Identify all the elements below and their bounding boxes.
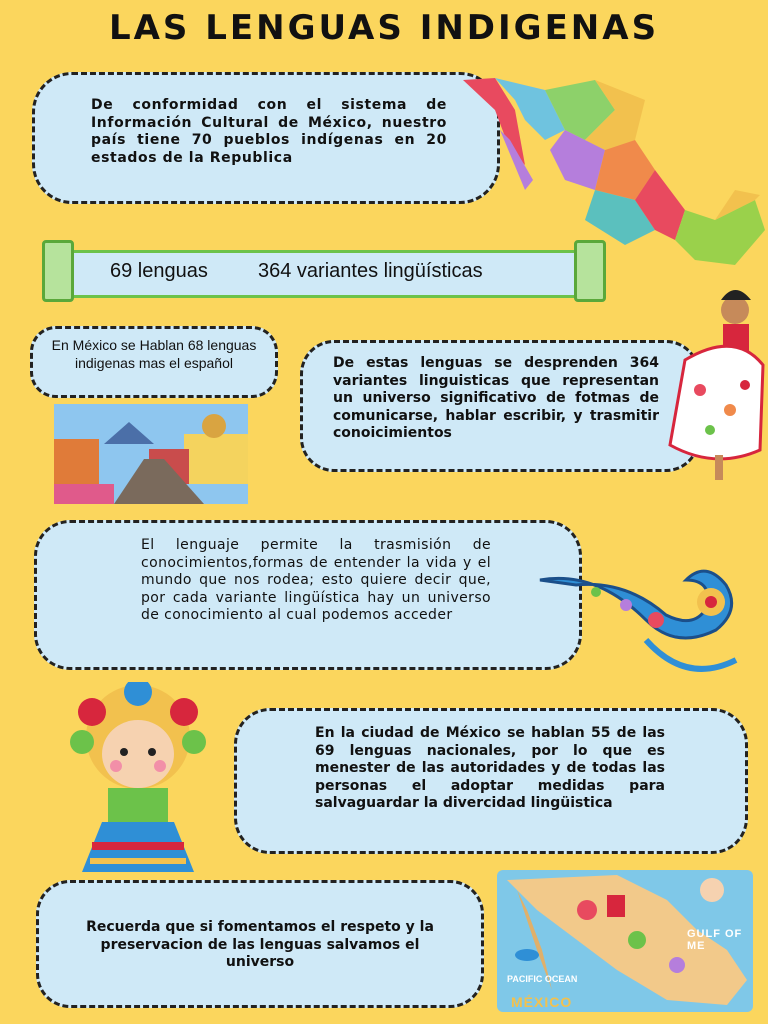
- recuerda-bubble: [36, 880, 484, 1008]
- lenguaje-text: El lenguaje permite la trasmisión de conocimientos,formas de entender la vida y el mundo que nos rodea; esto quiere decir que, por cada variante lingüística hay un universo de conocimiento al cual podemos acceder: [141, 537, 491, 623]
- paisley-ornament-image: [536, 560, 746, 686]
- recuerda-text: Recuerda que si fomentamos el respeto y la preservacion de las lenguas salvamos el universo: [86, 919, 434, 970]
- banner-left-roll: [42, 240, 74, 302]
- ciudad-text: En la ciudad de México se hablan 55 de las 69 lenguas nacionales, por lo que es menester de las autoridades y de todas las personas el adoptar medidas para salvaguardar la divercidad lingüistica: [315, 725, 665, 811]
- variantes-text: De estas lenguas se desprenden 364 variantes linguisticas que representan un universo significativo de fotmas de comunicarse, hablar escribir, y trasmitir conoicimientos: [333, 355, 659, 441]
- map-label-pacific: PACIFIC OCEAN: [507, 974, 578, 984]
- banner-lenguas: 69 lenguas: [110, 260, 208, 282]
- variantes-bubble: [300, 340, 700, 472]
- colonial-town-image: [54, 404, 248, 504]
- banner-variantes: 364 variantes lingüísticas: [258, 260, 483, 282]
- folk-dancer-image: [655, 270, 768, 490]
- lenguaje-bubble: [34, 520, 582, 670]
- banner-right-roll: [574, 240, 606, 302]
- page-title: LAS LENGUAS INDIGENAS: [108, 8, 660, 48]
- intro-bubble: [32, 72, 500, 204]
- illustrated-mexico-map: [497, 870, 753, 1012]
- hablan-bubble: [30, 326, 278, 398]
- maria-doll-image: [52, 682, 224, 882]
- intro-text: De conformidad con el sistema de Información Cultural de México, nuestro país tiene 70 pueblos indígenas en 20 estados de la Republica: [91, 97, 447, 166]
- map-label-gulf: GULF OF ME: [687, 928, 743, 952]
- map-label-country: MÉXICO: [511, 994, 573, 1010]
- stats-banner: [42, 240, 606, 302]
- ciudad-bubble: [234, 708, 748, 854]
- hablan-text: En México se Hablan 68 lenguas indigenas mas el español: [51, 337, 257, 371]
